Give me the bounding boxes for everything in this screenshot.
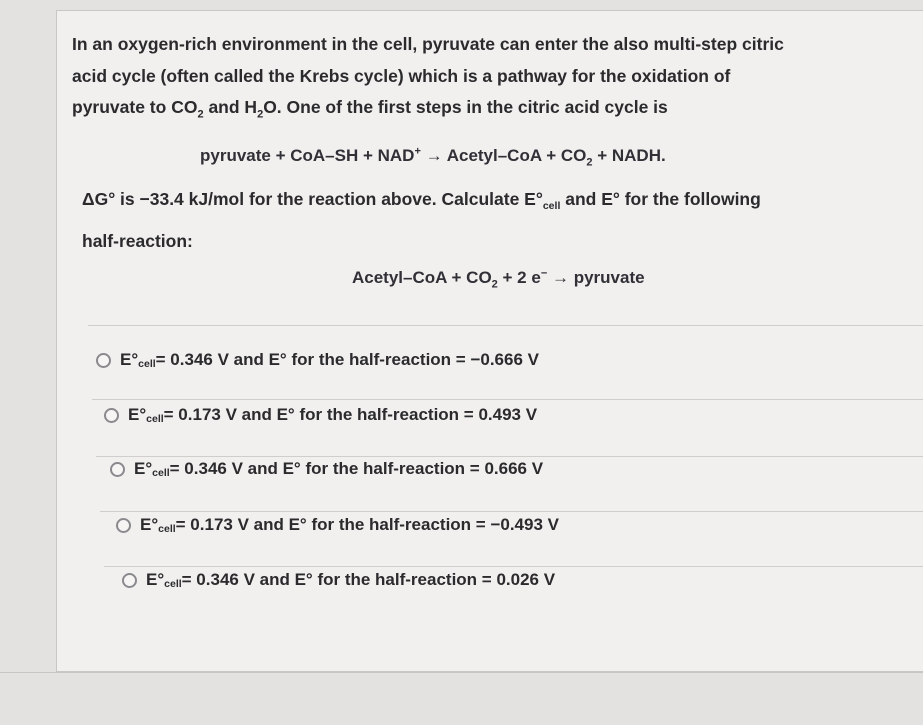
radio-button[interactable] bbox=[122, 573, 137, 588]
radio-button[interactable] bbox=[110, 462, 125, 477]
answer-option-5[interactable]: E° cell = 0.346 V and E° for the half-reaction = 0.026 V bbox=[122, 560, 555, 600]
question-text-line-4: ΔG° is −33.4 kJ/mol for the reaction above. Calculate $E^\circ_{cell}$ and E° for the following bbox=[82, 189, 761, 212]
radio-button[interactable] bbox=[96, 353, 111, 368]
answer-divider bbox=[88, 325, 923, 326]
answer-option-3[interactable]: E° cell = 0.346 V and E° for the half-reaction = 0.666 V bbox=[110, 449, 543, 489]
answer-option-1[interactable]: E° cell = 0.346 V and E° for the half-reaction = −0.666 V bbox=[96, 340, 539, 380]
radio-button[interactable] bbox=[104, 408, 119, 423]
question-text-line-5: half-reaction: bbox=[82, 231, 193, 251]
radio-button[interactable] bbox=[116, 518, 131, 533]
answer-option-2[interactable]: E° cell = 0.173 V and E° for the half-reaction = 0.493 V bbox=[104, 395, 537, 435]
question-text-line-2: acid cycle (often called the Krebs cycle) which is a pathway for the oxidation of bbox=[72, 66, 731, 86]
divider bbox=[0, 672, 923, 673]
reaction-equation-2: Acetyl–CoA + $CO_2 + 2$ e− → pyruvate bbox=[352, 267, 645, 291]
question-text-line-1: In an oxygen-rich environment in the cell, pyruvate can enter the also multi-step citric bbox=[72, 34, 784, 54]
question-text-line-3: pyruvate to $CO_2$ and $H_2O$. One of the first steps in the citric acid cycle is bbox=[72, 97, 668, 121]
answer-option-4[interactable]: E° cell = 0.173 V and E° for the half-reaction = −0.493 V bbox=[116, 505, 559, 545]
reaction-equation-1: pyruvate + CoA–SH + NAD+ → Acetyl–CoA + $CO_2$ + NADH. bbox=[200, 145, 666, 169]
